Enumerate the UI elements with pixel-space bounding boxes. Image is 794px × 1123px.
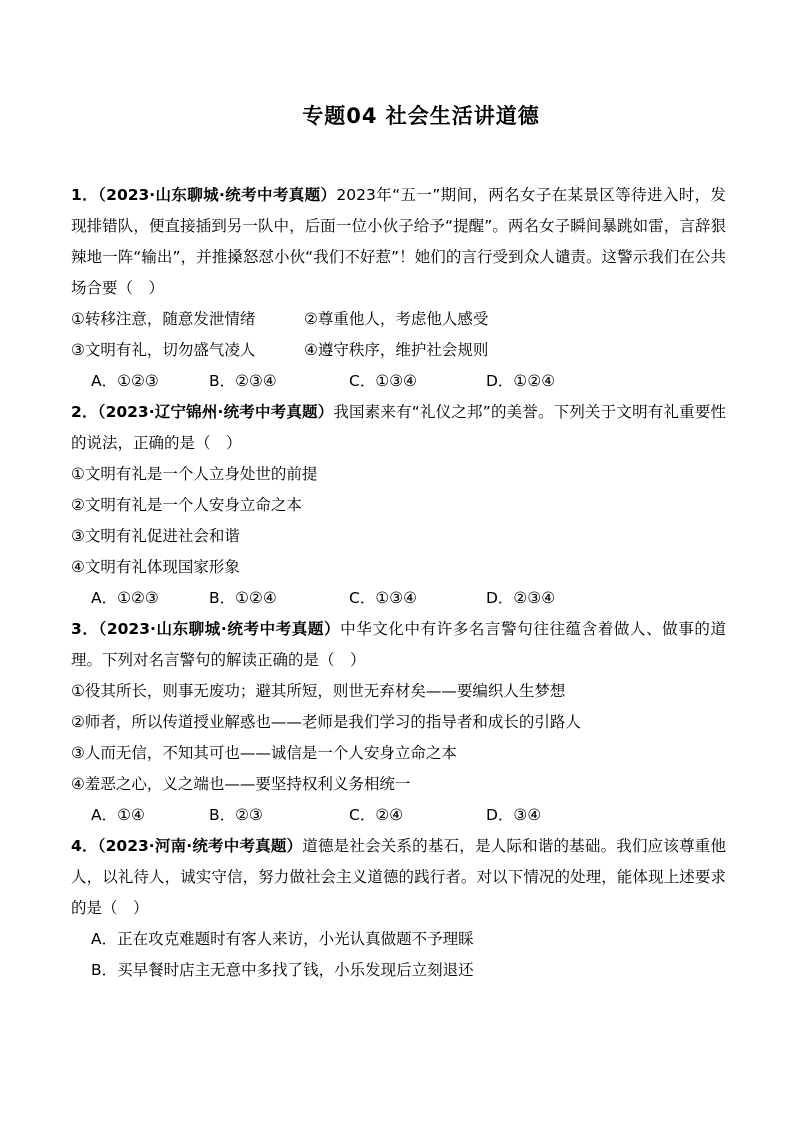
option-c[interactable]: C．①③④ <box>349 589 418 607</box>
statement-item: ①转移注意，随意发泄情绪 <box>71 310 256 328</box>
option-b[interactable]: B．②③④ <box>209 372 277 390</box>
option-b[interactable]: B．①②④ <box>209 589 277 607</box>
statement-item: ②文明有礼是一个人安身立命之本 <box>71 496 302 514</box>
statement-row <box>71 304 726 335</box>
page-title: 专题04 社会生活讲道德 <box>302 104 540 128</box>
question-list <box>71 180 726 986</box>
statement-item: ④羞恶之心，义之端也——要坚持权利义务相统一 <box>71 775 411 793</box>
option-a[interactable]: A．①④ <box>91 806 145 824</box>
question-source: 3．（2023·山东聊城·统考中考真题） <box>71 620 341 638</box>
statement-item: ③人而无信，不知其可也——诚信是一个人安身立命之本 <box>71 744 457 762</box>
question-4 <box>71 831 726 986</box>
statement-item: ②师者，所以传道授业解惑也——老师是我们学习的指导者和成长的引路人 <box>71 713 581 731</box>
question-1 <box>71 180 726 397</box>
question-stem: 3．（2023·山东聊城·统考中考真题）中华文化中有许多名言警句往往蕴含着做人、做事的道理。下列对名言警句的解读正确的是（ ） <box>71 620 726 669</box>
option-b[interactable]: B．买早餐时店主无意中多找了钱，小乐发现后立刻退还 <box>91 961 474 979</box>
question-2 <box>71 397 726 614</box>
question-source: 1．（2023·山东聊城·统考中考真题） <box>71 186 337 204</box>
statement-item: ④遵守秩序，维护社会规则 <box>304 341 489 359</box>
option-a[interactable]: A．①②③ <box>91 372 159 390</box>
question-source: 2．（2023·辽宁锦州·统考中考真题） <box>71 403 334 421</box>
statement-item: ③文明有礼促进社会和谐 <box>71 527 240 545</box>
option-a[interactable]: A．①②③ <box>91 589 159 607</box>
option-c[interactable]: C．①③④ <box>349 372 418 390</box>
question-stem: 1．（2023·山东聊城·统考中考真题）2023年“五一”期间，两名女子在某景区等待进入时，发现排错队，便直接插到另一队中，后面一位小伙子给予“提醒”。两名女子瞬间暴跳如雷，言辞狠辣地一阵“输出”，并推搡怒怼小伙“我们不好惹”！她们的言行受到众人谴责。这警示我们在公共场合要（ ） <box>71 186 726 297</box>
statement-item: ①役其所长，则事无废功；避其所短，则世无弃材矣——要编织人生梦想 <box>71 682 566 700</box>
answer-options <box>71 583 726 614</box>
option-c[interactable]: C．②④ <box>349 806 404 824</box>
statement-item: ④文明有礼体现国家形象 <box>71 558 240 576</box>
option-d[interactable]: D．①②④ <box>486 372 556 390</box>
question-stem: 2．（2023·辽宁锦州·统考中考真题）我国素来有“礼仪之邦”的美誉。下列关于文明有礼重要性的说法，正确的是（ ） <box>71 403 727 452</box>
question-source: 4．（2023·河南·统考中考真题） <box>71 837 303 855</box>
statement-item: ②尊重他人，考虑他人感受 <box>304 310 489 328</box>
statement-item: ③文明有礼，切勿盛气凌人 <box>71 341 256 359</box>
statement-row <box>71 335 726 366</box>
answer-options <box>71 366 726 397</box>
option-d[interactable]: D．②③④ <box>486 589 556 607</box>
question-3 <box>71 614 726 831</box>
answer-options <box>71 800 726 831</box>
question-stem: 4．（2023·河南·统考中考真题）道德是社会关系的基石，是人际和谐的基础。我们应该尊重他人，以礼待人，诚实守信，努力做社会主义道德的践行者。对以下情况的处理，能体现上述要求的是（ ） <box>71 837 726 917</box>
statement-item: ①文明有礼是一个人立身处世的前提 <box>71 465 318 483</box>
option-a[interactable]: A．正在攻克难题时有客人来访，小光认真做题不予理睬 <box>91 930 474 948</box>
option-d[interactable]: D．③④ <box>486 806 542 824</box>
option-b[interactable]: B．②③ <box>209 806 263 824</box>
